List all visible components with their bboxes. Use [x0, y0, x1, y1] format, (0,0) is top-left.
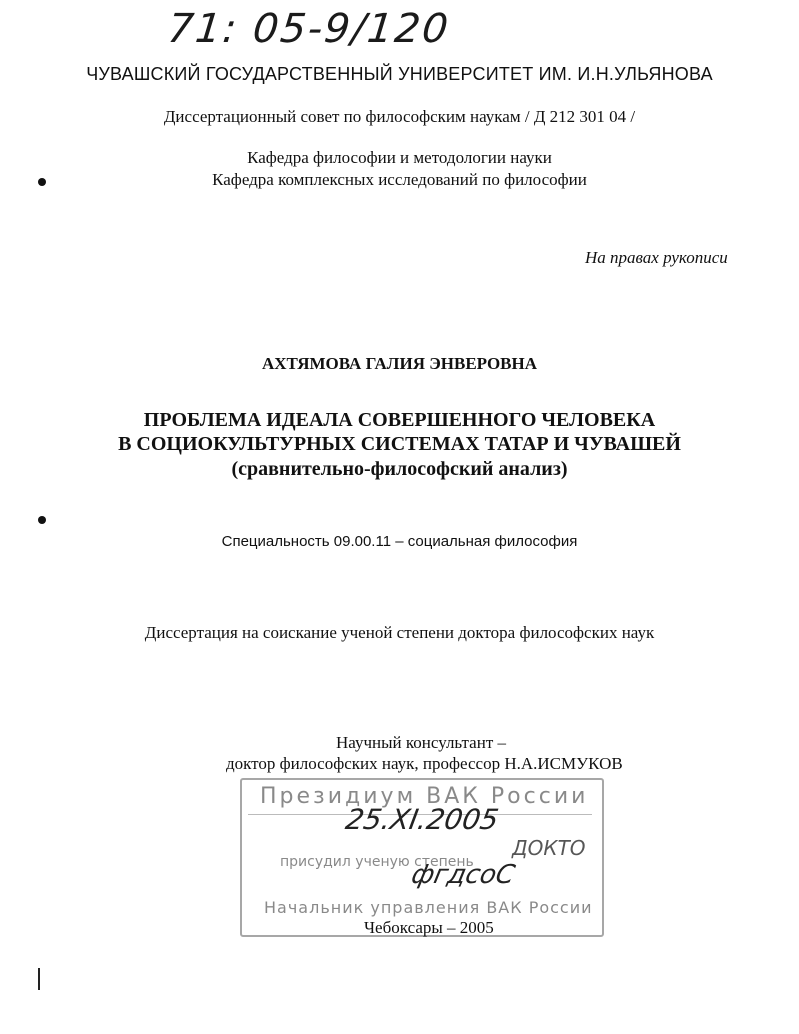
hole-punch-dot-middle — [38, 516, 46, 524]
manuscript-note: На правах рукописи — [585, 248, 728, 267]
university-name: ЧУВАШСКИЙ ГОСУДАРСТВЕННЫЙ УНИВЕРСИТЕТ ИМ. И.Н.УЛЬЯНОВА — [86, 64, 713, 84]
consultant-name: доктор философских наук, профессор Н.А.ИСМУКОВ — [226, 754, 623, 773]
stamp-line-3: Начальник управления ВАК России — [264, 898, 593, 917]
consultant-label: Научный консультант – — [336, 733, 506, 752]
margin-mark — [38, 968, 40, 990]
stamp-date-handwritten: 25.XI.2005 — [343, 803, 502, 836]
specialty: Специальность 09.00.11 – социальная философия — [221, 533, 578, 550]
department-2: Кафедра комплексных исследований по философии — [212, 170, 587, 189]
stamp-line-1: Президиум ВАК России — [260, 784, 589, 809]
hole-punch-dot-top — [38, 178, 46, 186]
stamp-degree-handwritten: ДОКТО — [512, 836, 586, 860]
dissertation-council: Диссертационный совет по философским наукам / Д 212 301 04 / — [163, 107, 636, 126]
title-line-3: (сравнительно-философский анализ) — [231, 458, 568, 480]
department-1: Кафедра философии и методологии науки — [247, 148, 552, 167]
stamp-line-2: присудил ученую степень — [280, 854, 474, 870]
city-year: Чебоксары – 2005 — [364, 918, 494, 937]
degree-statement: Диссертация на соискание ученой степени доктора философских наук — [144, 623, 655, 642]
archive-code-handwritten: 71: 05-9/120 — [165, 6, 453, 52]
stamp-signature-handwritten: фгдсоС — [408, 860, 518, 890]
title-line-1: ПРОБЛЕМА ИДЕАЛА СОВЕРШЕННОГО ЧЕЛОВЕКА — [143, 409, 656, 431]
author-name: АХТЯМОВА ГАЛИЯ ЭНВЕРОВНА — [261, 354, 538, 373]
title-line-2: В СОЦИОКУЛЬТУРНЫХ СИСТЕМАХ ТАТАР И ЧУВАШЕЙ — [118, 433, 681, 455]
